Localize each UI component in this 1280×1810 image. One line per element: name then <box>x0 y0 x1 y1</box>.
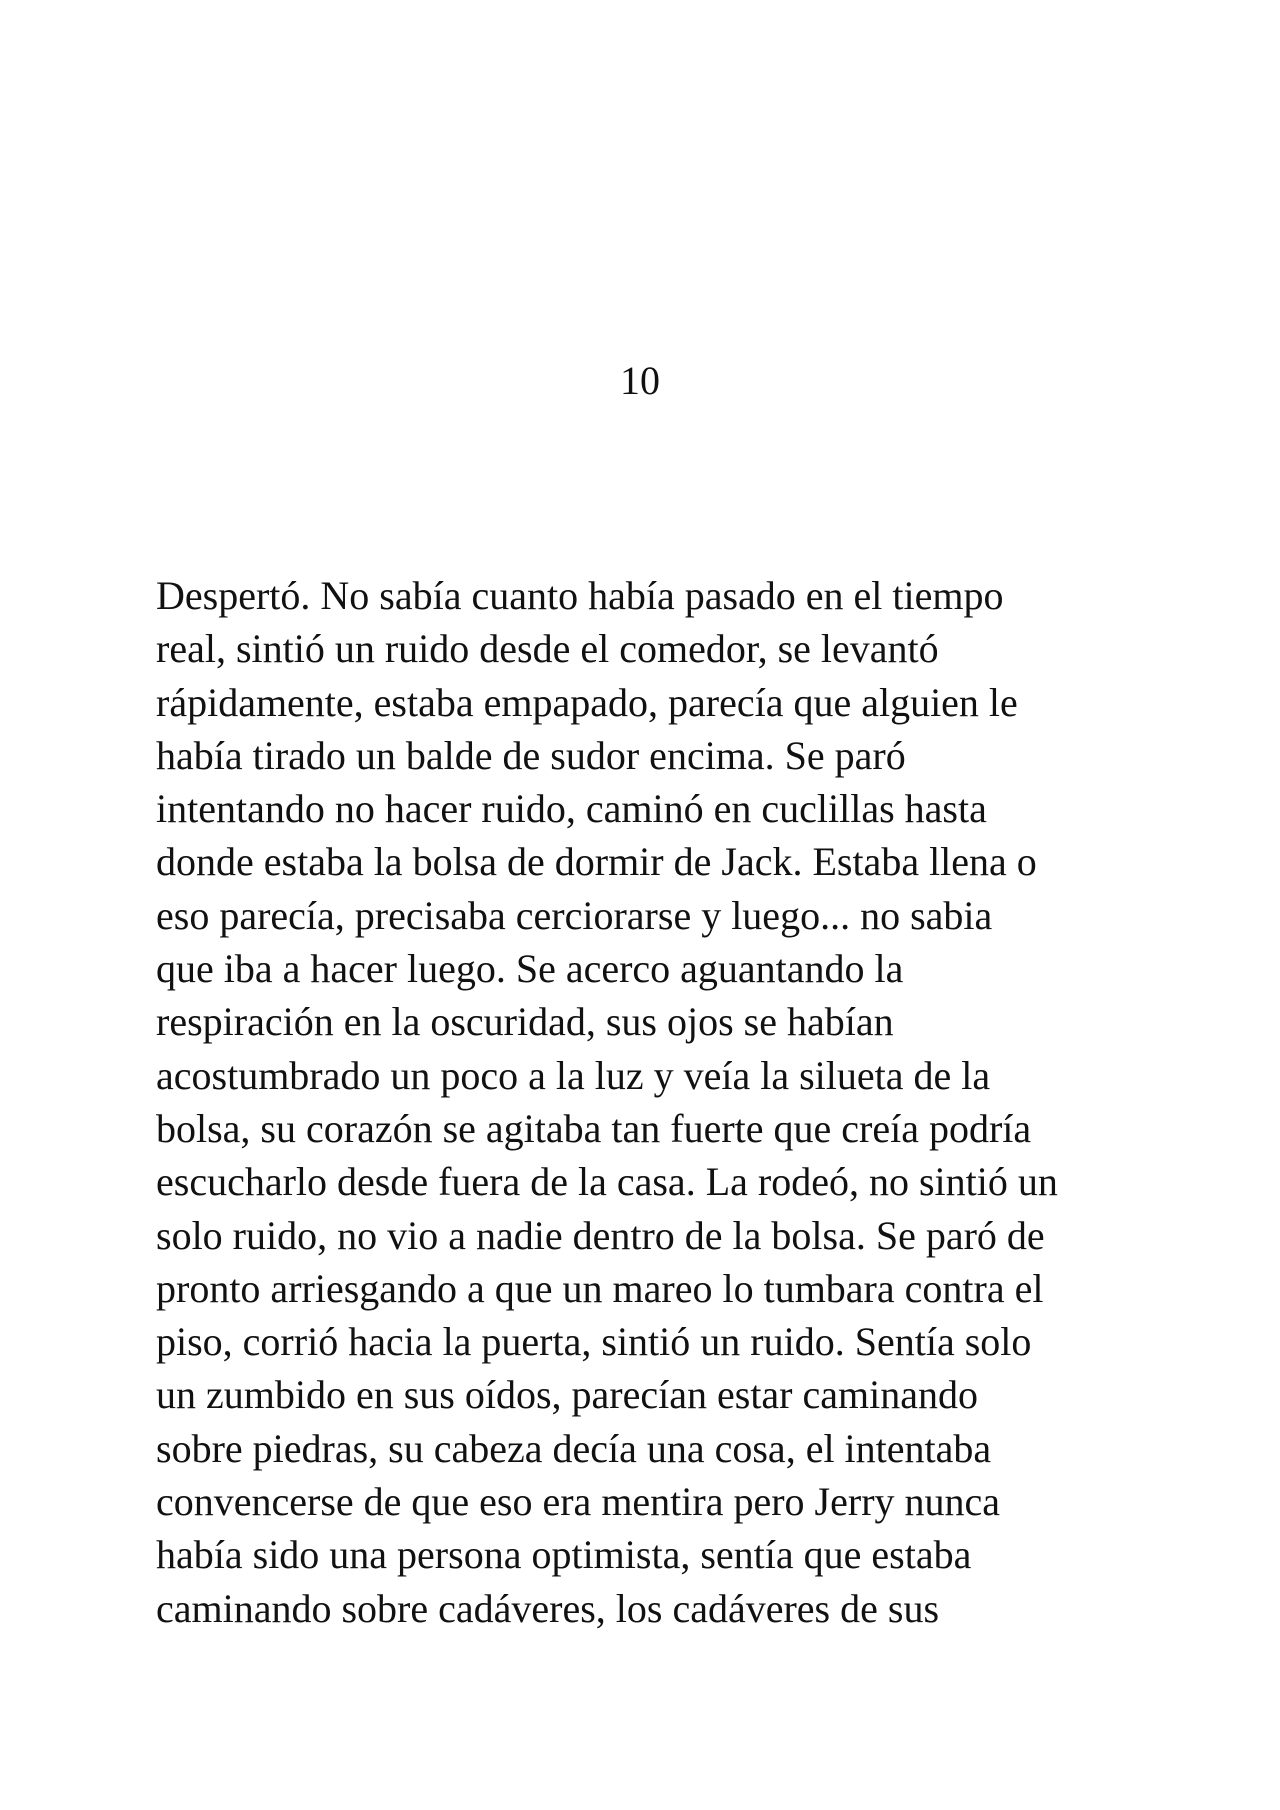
text-line: donde estaba la bolsa de dormir de Jack. Estaba llena o <box>156 839 1037 885</box>
text-line: convencerse de que eso era mentira pero Jerry nunca <box>156 1479 1001 1525</box>
text-line: que iba a hacer luego. Se acerco aguantando la <box>156 946 904 992</box>
text-line: rápidamente, estaba empapado, parecía que alguien le <box>156 679 1018 725</box>
text-line: sobre piedras, su cabeza decía una cosa, el intentaba <box>156 1425 992 1471</box>
text-line: piso, corrió hacia la puerta, sintió un ruido. Sentía solo <box>156 1319 1032 1365</box>
text-line: eso parecía, precisaba cerciorarse y luego... no sabia <box>156 892 993 938</box>
text-line: intentando no hacer ruido, caminó en cuclillas hasta <box>156 786 987 832</box>
text-line: un zumbido en sus oídos, parecían estar caminando <box>156 1372 978 1418</box>
text-line: escucharlo desde fuera de la casa. La rodeó, no sintió un <box>156 1159 1058 1205</box>
text-line: había sido una persona optimista, sentía que estaba <box>156 1532 972 1578</box>
text-line: Despertó. No sabía cuanto había pasado en el tiempo <box>156 573 1004 618</box>
text-line: real, sintió un ruido desde el comedor, se levantó <box>156 626 939 672</box>
text-line: solo ruido, no vio a nadie dentro de la bolsa. Se paró de <box>156 1212 1045 1258</box>
text-line: había tirado un balde de sudor encima. Se paró <box>156 732 906 778</box>
text-line: caminando sobre cadáveres, los cadáveres de sus <box>156 1585 940 1631</box>
text-line: acostumbrado un poco a la luz y veía la silueta de la <box>156 1052 991 1098</box>
body-text <box>156 569 1166 1635</box>
text-line: pronto arriesgando a que un mareo lo tumbara contra el <box>156 1265 1044 1311</box>
text-line: respiración en la oscuridad, sus ojos se habían <box>156 999 894 1045</box>
text-line: bolsa, su corazón se agitaba tan fuerte que creía podría <box>156 1105 1032 1151</box>
chapter-number: 10 <box>620 358 660 403</box>
